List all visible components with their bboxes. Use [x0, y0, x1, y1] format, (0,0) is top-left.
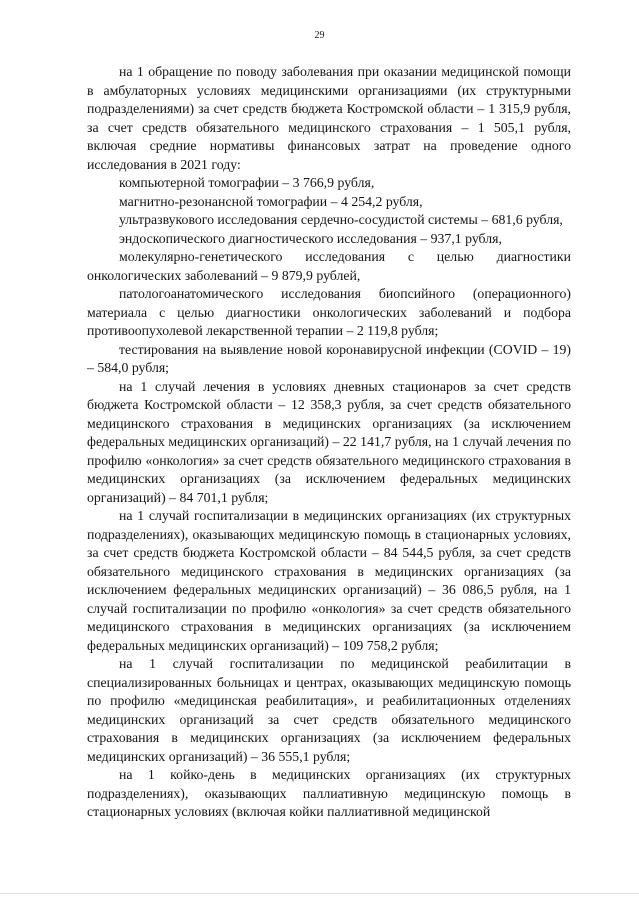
paragraph-molecular-genetic: молекулярно-генетического исследования с целью диагностики онкологических заболеваний – 9 879,9 рублей, — [87, 249, 571, 283]
paragraph-pathology: патологоанатомического исследования биопсийного (операционного) материала с целью диагностики онкологических заболеваний и подбора противоопухолевой лекарственной терапии – 2 119,8 рубля; — [87, 286, 571, 338]
paragraph-palliative-bed-day: на 1 койко-день в медицинских организациях (их структурных подразделениях), оказывающих паллиативную медицинскую помощь в стационарных условиях (включая койки паллиативной медицинской — [87, 767, 571, 819]
paragraph-ultrasound: ультразвукового исследования сердечно-сосудистой системы – 681,6 рубля, — [119, 212, 563, 227]
page-bottom-edge — [0, 893, 639, 894]
paragraph-ct: компьютерной томографии – 3 766,9 рубля, — [119, 175, 375, 190]
document-body — [87, 63, 571, 822]
paragraph-outpatient-visit: на 1 обращение по поводу заболевания при оказании медицинской помощи в амбулаторных условиях медицинскими организациями (их структурными подразделениями) за счет средств бюджета Костромской области – 1 315,9 рубля, за счет средств обязательного медицинского страхования – 1 505,1 рубля, включая средние нормативы финансовых затрат на проведение одного исследования в 2021 году: — [87, 64, 571, 172]
page-number: 29 — [314, 30, 325, 41]
paragraph-hospitalization: на 1 случай госпитализации в медицинских организациях (их структурных подразделениях), оказывающих медицинскую помощь в стационарных условиях, за счет средств бюджета Костромской области – 84 544,5 рубля, за счет средств обязательного медицинского страхования в медицинских организациях (за исключением федеральных медицинских организаций) – 36 086,5 рубля, на 1 случай госпитализации по профилю «онкология» за счет средств обязательного медицинского страхования в медицинских организациях (за исключением федеральных медицинских организаций) – 109 758,2 рубля; — [87, 508, 571, 653]
paragraph-day-hospital: на 1 случай лечения в условиях дневных стационаров за счет средств бюджета Костромской области – 12 358,3 рубля, за счет средств обязательного медицинского страхования в медицинских организациях (за исключением федеральных медицинских организаций) – 22 141,7 рубля, на 1 случай лечения по профилю «онкология» за счет средств обязательного медицинского страхования в медицинских организациях (за исключением федеральных медицинских организаций) – 84 701,1 рубля; — [87, 378, 571, 505]
paragraph-covid-testing: тестирования на выявление новой коронавирусной инфекции (COVID – 19) – 584,0 рубля; — [87, 341, 571, 375]
paragraph-endoscopy: эндоскопического диагностического исследования – 937,1 рубля, — [119, 230, 502, 246]
paragraph-mri: магнитно-резонансной томографии – 4 254,2 рубля, — [119, 193, 423, 209]
paragraph-rehabilitation: на 1 случай госпитализации по медицинской реабилитации в специализированных больницах и центрах, оказывающих медицинскую помощь по профилю «медицинская реабилитация», и реабилитационных отделениях медицинских организаций за счет средств обязательного медицинского страхования в медицинских организациях (за исключением федеральных медицинских организаций) – 36 555,1 рубля; — [87, 656, 571, 764]
